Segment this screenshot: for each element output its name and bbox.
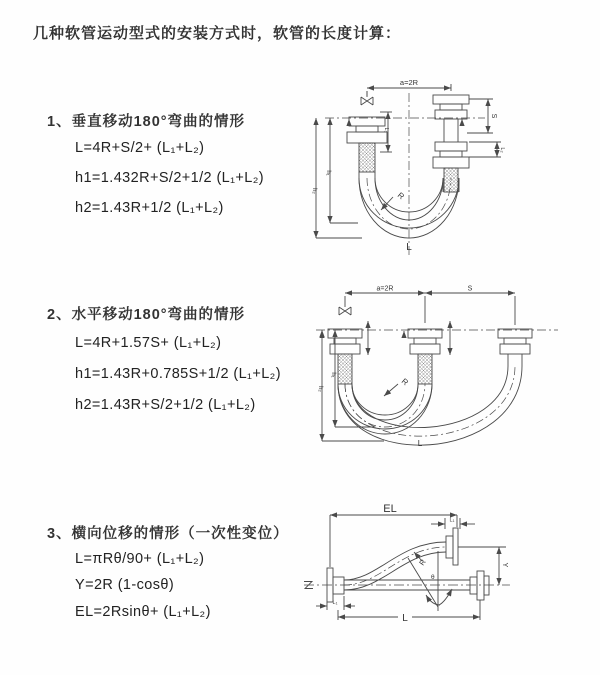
- section-3-formula-l: L=πRθ/90+ (L₁+L₂): [75, 551, 205, 567]
- radius-label: R: [399, 376, 410, 388]
- dim-label-l: L: [402, 613, 408, 624]
- dim-label-h1: h₁: [330, 372, 336, 378]
- section-2-formula-h2: h2=1.43R+S/2+1/2 (L₁+L₂): [75, 397, 256, 413]
- dim-label-l1-bottom: L₁: [332, 600, 338, 606]
- dim-label-s: S: [490, 113, 497, 119]
- dim-label-h1: h₁: [325, 170, 331, 176]
- radius-label: R: [395, 190, 406, 202]
- hose-u-bend-near: [338, 384, 432, 434]
- displaced-flange: [446, 528, 458, 565]
- section-3-heading: 3、横向位移的情形（一次性变位）: [47, 526, 289, 542]
- diagram-horizontal-bend: [308, 283, 593, 458]
- displaced-hose: [344, 542, 446, 590]
- middle-flange: [408, 329, 442, 384]
- length-label: L: [417, 439, 423, 448]
- dim-label-el: EL: [383, 503, 397, 515]
- page-title: 几种软管运动型式的安装方式时，软管的长度计算：: [33, 25, 402, 42]
- section-1-formula-h2: h2=1.43R+1/2 (L₁+L₂): [75, 200, 224, 216]
- radius-label: R: [417, 557, 428, 568]
- dim-label-y: Y: [501, 562, 508, 568]
- diagram-lateral-displacement: [298, 503, 600, 633]
- section-2-formula-h1: h1=1.43R+0.785S+1/2 (L₁+L₂): [75, 366, 281, 382]
- dim-label-l1-top: L₁: [449, 517, 455, 524]
- section-2-formula-l: L=4R+1.57S+ (L₁+L₂): [75, 335, 222, 351]
- section-3-formula-y: Y=2R (1-cosθ): [75, 577, 175, 593]
- dim-label-a2r: a=2R: [376, 285, 394, 293]
- dim-label-h2: h₂: [317, 386, 323, 392]
- valve-icon: [361, 91, 373, 105]
- section-1-formula-l: L=4R+S/2+ (L₁+L₂): [75, 140, 205, 156]
- angle-construction: [408, 551, 452, 611]
- dim-label-a2r: a=2R: [399, 78, 419, 87]
- dim-label-l1: L₁: [383, 127, 389, 133]
- section-3-formula-el: EL=2Rsinθ+ (L₁+L₂): [75, 604, 211, 620]
- length-label: L: [406, 242, 412, 253]
- section-1-formula-h1: h1=1.432R+S/2+1/2 (L₁+L₂): [75, 170, 265, 186]
- diagram-vertical-bend: [300, 73, 570, 263]
- dim-label-l2: L₂: [499, 147, 505, 153]
- dim-label-h2: h₂: [311, 188, 317, 194]
- section-2-heading: 2、水平移动180°弯曲的情形: [47, 307, 246, 323]
- dim-label-s: S: [467, 285, 473, 293]
- right-flange: [498, 329, 532, 366]
- right-flange: [433, 95, 469, 192]
- valve-icon: [339, 296, 351, 315]
- section-1-heading: 1、垂直移动180°弯曲的情形: [47, 114, 246, 130]
- theta-label: θ: [431, 574, 435, 581]
- left-flange: [347, 117, 387, 172]
